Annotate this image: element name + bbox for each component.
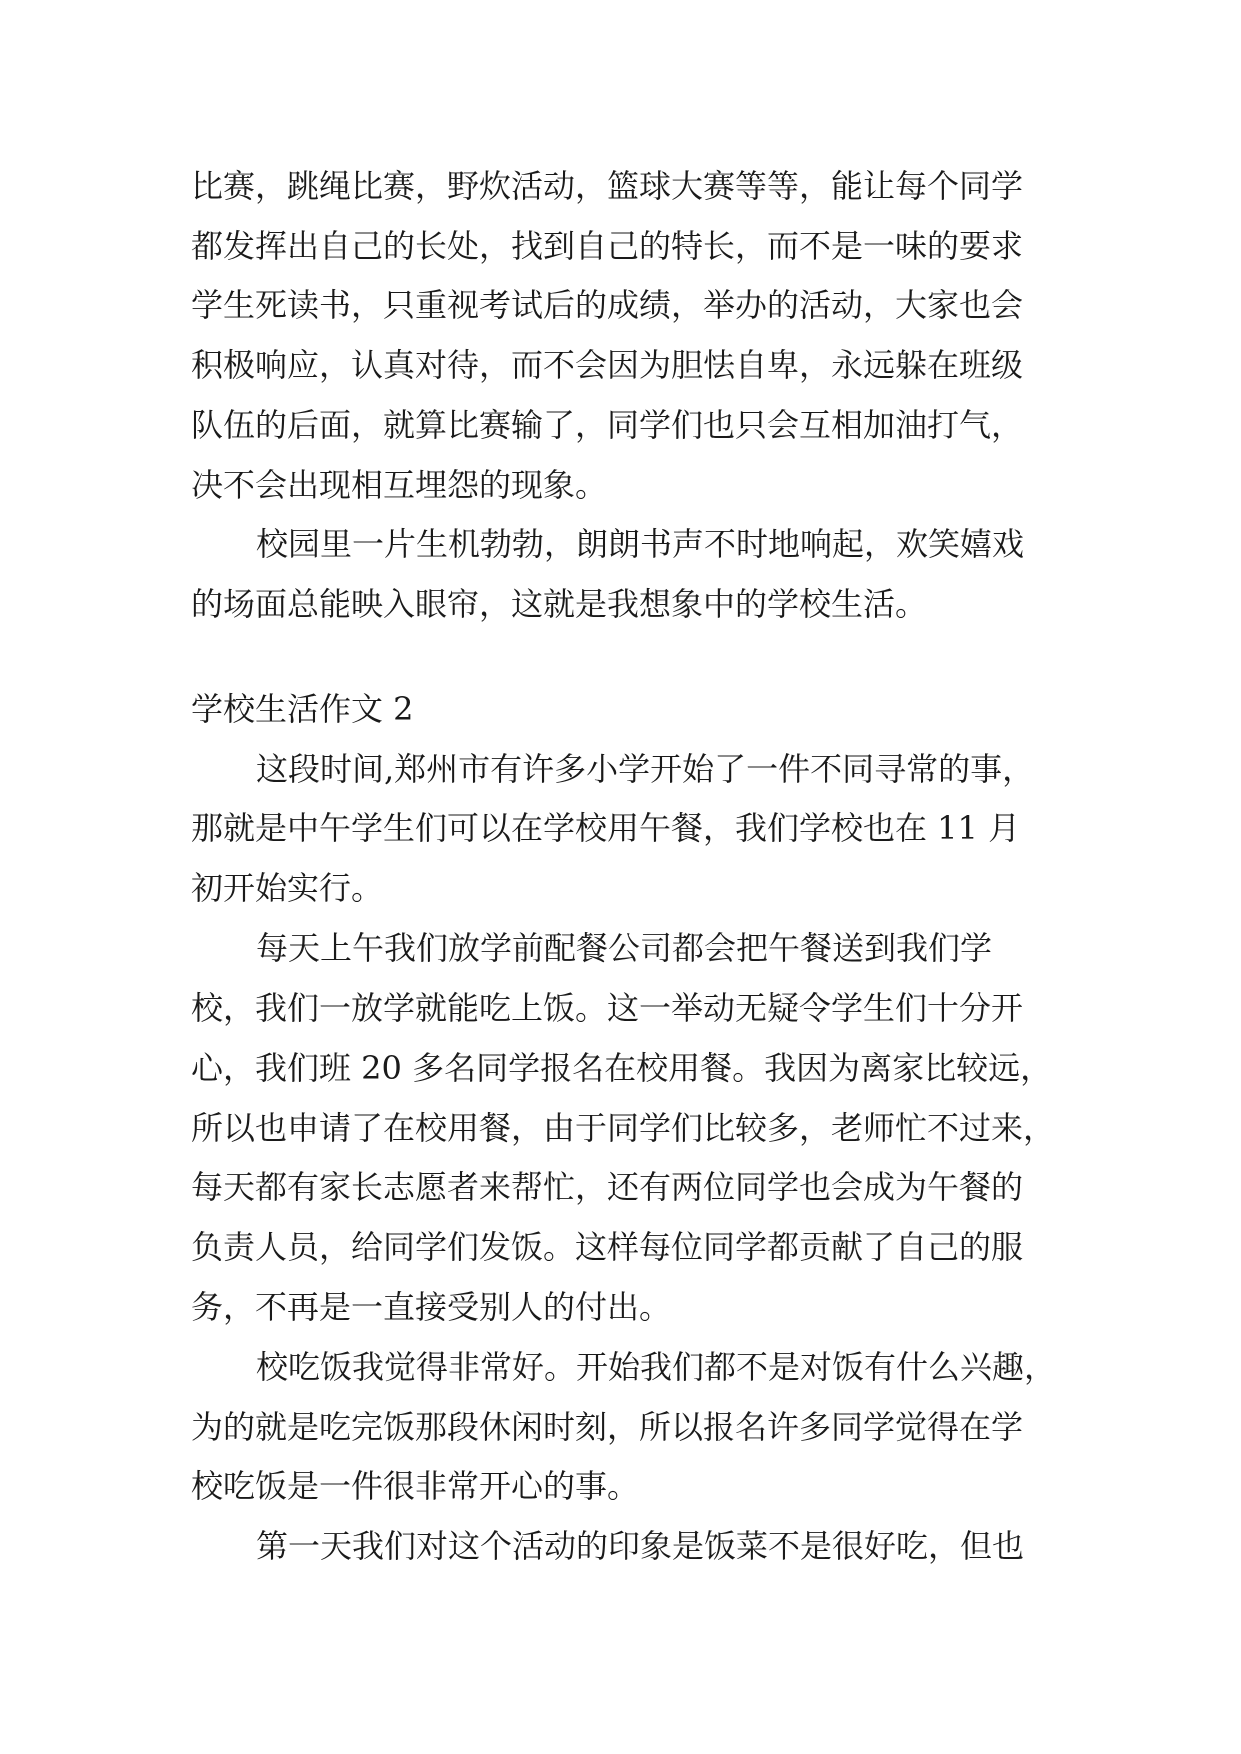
paragraph-first-line: 校吃饭我觉得非常好。开始我们都不是对饭有什么兴趣， [256,1348,1057,1386]
text-line: 都发挥出自己的长处，找到自己的特长，而不是一味的要求 [191,227,1024,265]
text-line: 的场面总能映入眼帘，这就是我想象中的学校生活。 [191,585,928,623]
text-line: 校，我们一放学就能吃上饭。这一举动无疑令学生们十分开 [191,989,1024,1027]
text-line: 初开始实行。 [191,869,384,907]
text-line: 比赛，跳绳比赛，野炊活动，篮球大赛等等，能让每个同学 [191,167,1024,205]
text-line: 队伍的后面，就算比赛输了，同学们也只会互相加油打气， [191,406,1024,444]
paragraph-first-line: 第一天我们对这个活动的印象是饭菜不是很好吃，但也 [256,1527,1025,1565]
paragraph-first-line: 每天上午我们放学前配餐公司都会把午餐送到我们学 [256,929,993,967]
text-line: 决不会出现相互埋怨的现象。 [191,466,608,504]
text-line: 那就是中午学生们可以在学校用午餐，我们学校也在 11 月 [191,809,1021,847]
paragraph-first-line: 这段时间,郑州市有许多小学开始了一件不同寻常的事， [256,750,1035,788]
text-line: 学生死读书，只重视考试后的成绩，举办的活动，大家也会 [191,286,1024,324]
section-heading: 学校生活作文 2 [191,690,414,728]
text-line: 心，我们班 20 多名同学报名在校用餐。我因为离家比较远， [191,1049,1053,1087]
text-line: 积极响应，认真对待，而不会因为胆怯自卑，永远躲在班级 [191,346,1024,384]
text-line: 所以也申请了在校用餐，由于同学们比较多，老师忙不过来， [191,1109,1056,1147]
text-line: 负责人员，给同学们发饭。这样每位同学都贡献了自己的服 [191,1228,1024,1266]
text-line: 每天都有家长志愿者来帮忙，还有两位同学也会成为午餐的 [191,1168,1024,1206]
text-line: 校吃饭是一件很非常开心的事。 [191,1467,640,1505]
text-line: 务，不再是一直接受别人的付出。 [191,1288,672,1326]
paragraph-first-line: 校园里一片生机勃勃，朗朗书声不时地响起，欢笑嬉戏 [256,525,1025,563]
text-line: 为的就是吃完饭那段休闲时刻，所以报名许多同学觉得在学 [191,1408,1024,1446]
